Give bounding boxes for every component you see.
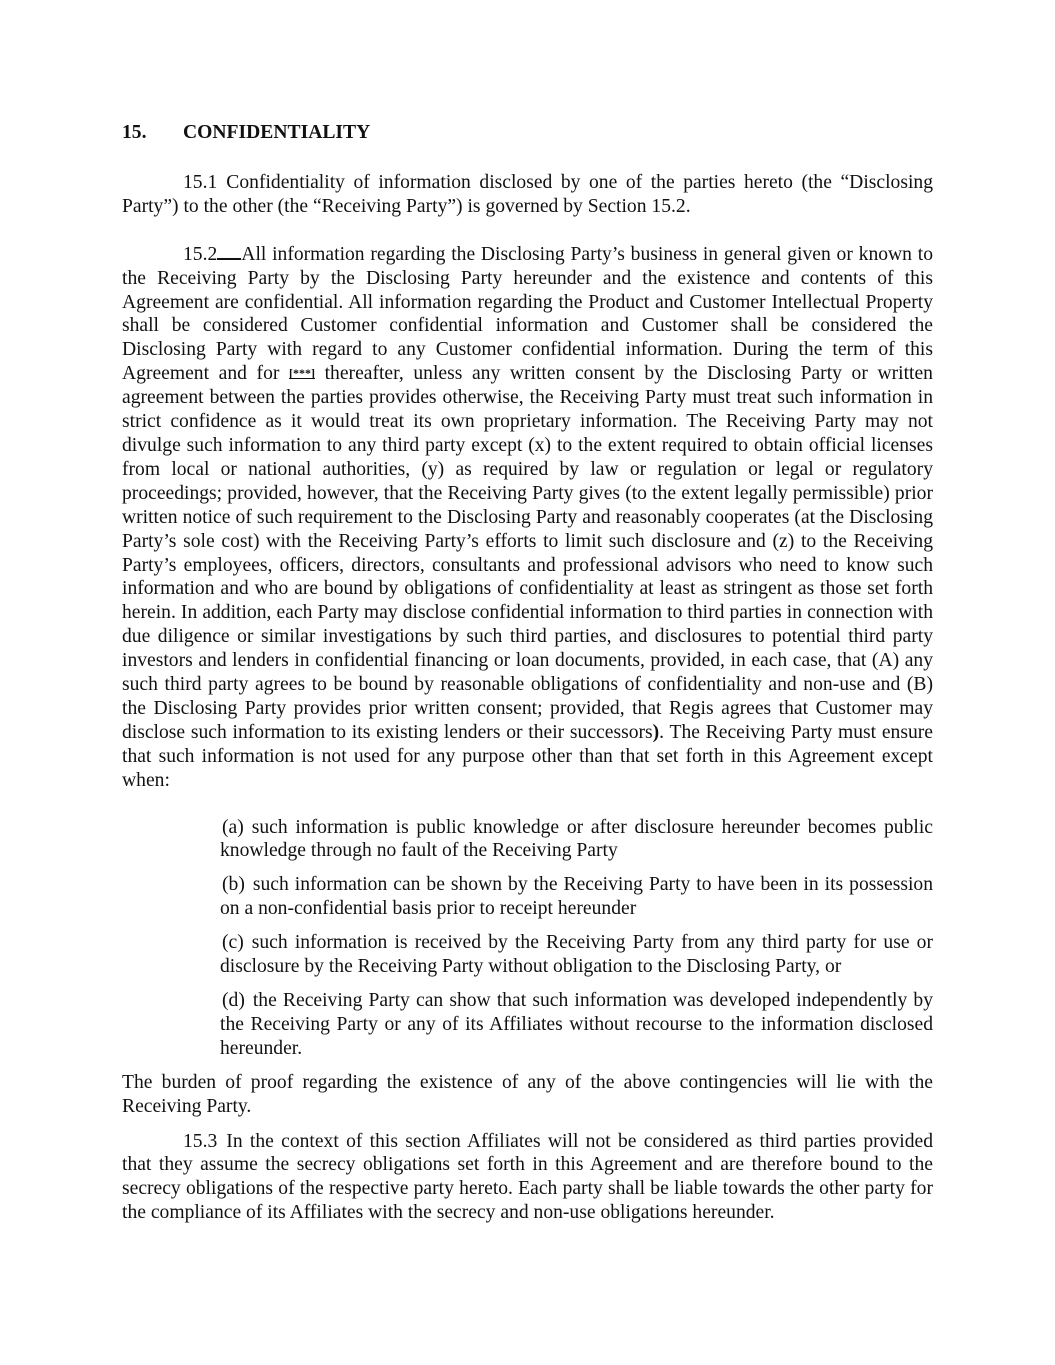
section-title: CONFIDENTIALITY	[183, 122, 371, 143]
list-item	[220, 989, 933, 1061]
list-item-label: (b)	[222, 874, 245, 896]
list-item-text: such information is public knowledge or after disclosure hereunder becomes public knowledge through no fault of the Receiving Party	[220, 816, 933, 862]
closing-paren: )	[652, 721, 660, 743]
section-heading	[122, 121, 933, 145]
clause-15-1-number: 15.1	[183, 171, 218, 193]
document-page	[122, 121, 933, 1225]
list-item	[220, 931, 933, 979]
list-item-label: (a)	[222, 816, 244, 838]
clause-15-1-text: Confidentiality of information disclosed by one of the parties hereto (the “Disclosing Party”) to the other (the “Receiving Party”) is governed by Section 15.2.	[122, 171, 933, 217]
clause-15-3	[122, 1130, 933, 1226]
clause-15-3-text: In the context of this section Affiliates will not be considered as third parties provided that they assume the secrecy obligations set forth in this Agreement and are therefore bound to the secrecy obligations of the respective party hereto. Each party shall be liable towards the other party for the compliance of its Affiliates with the secrecy and non-use obligations hereunder.	[122, 1130, 933, 1224]
clause-15-2-text-part1: All information regarding the Disclosing Party’s business in general given or known to the Receiving Party by the Disclosing Party hereunder and the existence and contents of this Agreement are confidential. All information regarding the Product and Customer Intellectual Property shall be considered Customer confidential information and Customer shall be considered the Disclosing Party with regard to any Customer confidential information. During the term of this Agreement and for	[122, 243, 933, 385]
list-item-label: (c)	[222, 932, 244, 954]
redaction-marker: [***]	[289, 366, 315, 381]
tab-underline	[217, 244, 241, 260]
list-item-label: (d)	[222, 990, 245, 1011]
list-item-text: the Receiving Party can show that such information was developed independently by the Receiving Party or any of its Affiliates without recourse to the information disclosed hereunder.	[220, 990, 933, 1059]
list-item-text: such information can be shown by the Receiving Party to have been in its possession on a non-confidential basis prior to receipt hereunder	[220, 874, 933, 920]
list-item	[220, 816, 933, 864]
section-number: 15.	[122, 122, 147, 143]
clause-15-2-number: 15.2	[183, 243, 218, 265]
list-item	[220, 873, 933, 921]
exceptions-list	[220, 816, 933, 1061]
clause-15-2-text-part2: thereafter, unless any written consent by the Disclosing Party or written agreement between the parties provides otherwise, the Receiving Party must treat such information in strict confidence as it would treat its own proprietary information. The Receiving Party may not divulge such information to any third party except (x) to the extent required to obtain official licenses from local or national authorities, (y) as required by law or regulation or legal or regulatory proceedings; provided, however, that the Receiving Party gives (to the extent legally permissible) prior written notice of such requirement to the Disclosing Party and reasonably cooperates (at the Disclosing Party’s sole cost) with the Receiving Party’s efforts to limit such disclosure and (z) to the Receiving Party’s employees, officers, directors, consultants and professional advisors who need to know such information and who are bound by obligations of confidentiality at least as stringent as those set forth herein. In addition, each Party may disclose confidential information to third parties in connection with due diligence or similar investigations by such third parties, and disclosures to potential third party investors and lenders in confidential financing or loan documents, provided, in each case, that (A) any such third party agrees to be bound by reasonable obligations of confidentiality and non-use and (B) the Disclosing Party provides prior written consent; provided, that Regis agrees that Customer may disclose such information to its existing lenders or their successors	[122, 363, 933, 743]
burden-of-proof: The burden of proof regarding the existence of any of the above contingencies will lie with the Receiving Party.	[122, 1071, 933, 1117]
clause-15-2-text-part3: . The Receiving Party must ensure that such information is not used for any purpose other than that set forth in this Agreement except when:	[122, 721, 933, 791]
clause-15-3-number: 15.3	[183, 1130, 218, 1152]
clause-15-2	[122, 243, 933, 793]
clause-15-1	[122, 171, 933, 219]
list-item-text: such information is received by the Receiving Party from any third party for use or disclosure by the Receiving Party without obligation to the Disclosing Party, or	[220, 932, 933, 978]
